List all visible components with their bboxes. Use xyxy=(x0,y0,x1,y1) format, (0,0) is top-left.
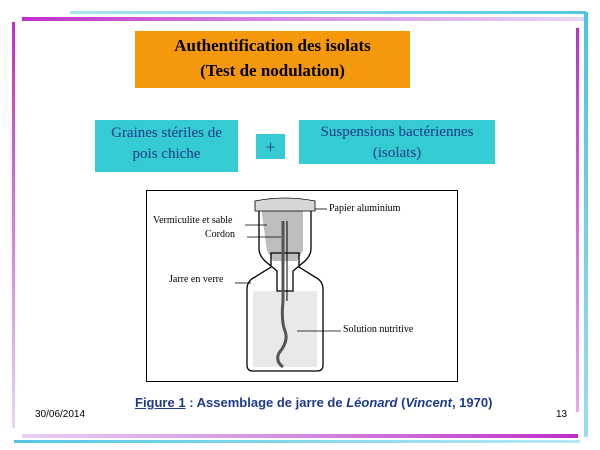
caption-text: : Assemblage de jarre de xyxy=(185,395,347,410)
decorative-bottom-pink-bar xyxy=(22,434,578,438)
decorative-right-blue-bar xyxy=(584,12,588,437)
decorative-left-pink-bar xyxy=(12,22,15,428)
suspensions-box xyxy=(299,120,495,164)
caption-figure-number: Figure 1 xyxy=(135,395,186,410)
decorative-bottom-blue-bar xyxy=(14,440,580,443)
label-glass-jar: Jarre en verre xyxy=(169,274,224,285)
seeds-box-line2: pois chiche xyxy=(132,146,201,162)
seeds-box xyxy=(95,120,238,172)
caption-ref-author: Vincent xyxy=(405,395,452,410)
label-nutrient-solution: Solution nutritive xyxy=(343,324,414,335)
figure-caption xyxy=(135,395,555,410)
caption-ref-open: ( xyxy=(397,395,406,410)
suspensions-box-line1: Suspensions bactériennes xyxy=(320,124,474,140)
suspensions-box-line2: (isolats) xyxy=(372,145,422,161)
caption-author: Léonard xyxy=(346,395,398,410)
decorative-top-pink-bar xyxy=(22,17,588,21)
slide-title xyxy=(135,31,410,88)
slide-date: 30/06/2014 xyxy=(35,409,86,420)
label-aluminium-foil: Papier aluminium xyxy=(329,203,401,214)
label-vermiculite-sand: Vermiculite et sable xyxy=(153,215,233,226)
jar-assembly-figure xyxy=(146,190,458,382)
slide-number: 13 xyxy=(556,409,568,420)
seeds-box-line1: Graines stériles de xyxy=(111,125,222,141)
slide-title-line2: (Test de nodulation) xyxy=(200,61,345,80)
slide-title-line1: Authentification des isolats xyxy=(174,36,371,55)
decorative-top-blue-bar xyxy=(70,11,586,14)
plus-sign: + xyxy=(256,134,285,159)
caption-ref-year: , 1970) xyxy=(451,395,493,410)
decorative-right-pink-bar xyxy=(576,28,579,412)
label-wick: Cordon xyxy=(205,229,235,240)
